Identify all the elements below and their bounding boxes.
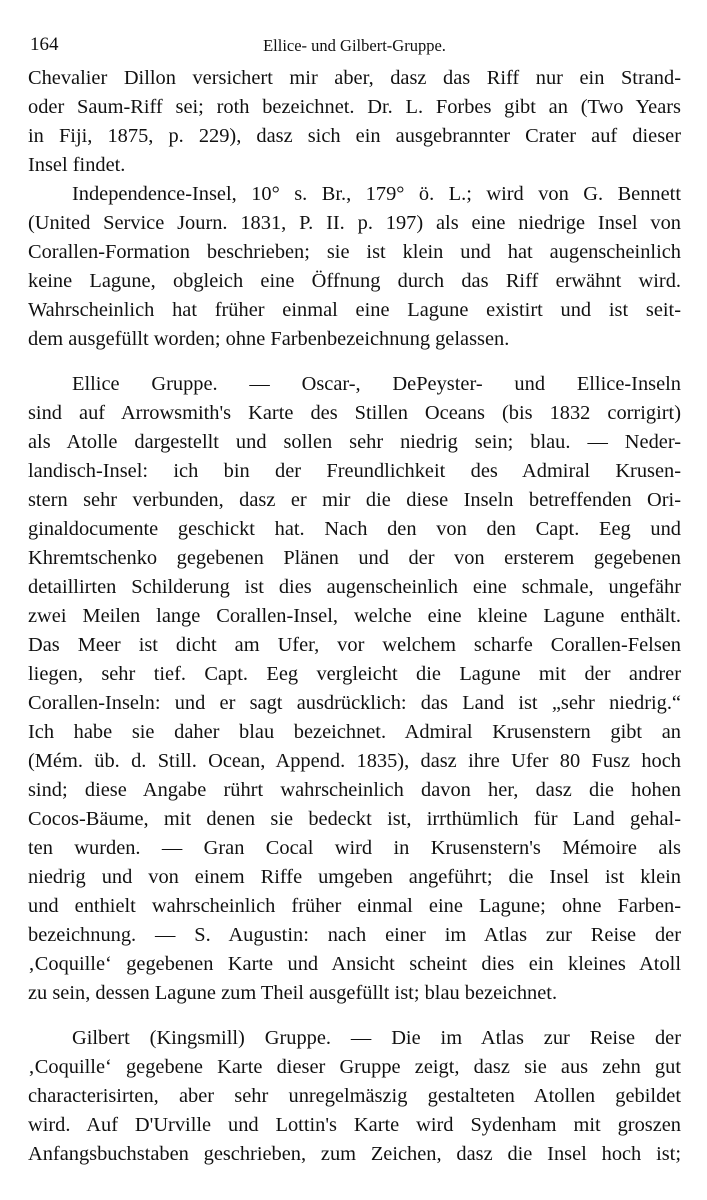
text-line: (Mém. üb. d. Still. Ocean, Append. 1835), dasz ihre Ufer 80 Fusz hoch: [28, 750, 681, 772]
text-line: oder Saum-Riff sei; roth bezeichnet. Dr. L. Forbes gibt an (Two Years: [28, 96, 681, 118]
text-line: stern sehr verbunden, dasz er mir die diese Inseln betreffenden Ori-: [28, 489, 681, 511]
text-line: Ellice Gruppe. — Oscar-, DePeyster- und Ellice-Inseln: [72, 373, 681, 395]
text-line: wird. Auf D'Urville und Lottin's Karte wird Sydenham mit groszen: [28, 1114, 681, 1136]
paragraph: [28, 64, 681, 180]
text-line: dem ausgefüllt worden; ohne Farbenbezeichnung gelassen.: [28, 328, 510, 350]
text-line: Khremtschenko gegebenen Plänen und der von ersterem gegebenen: [28, 547, 681, 569]
text-line: zu sein, dessen Lagune zum Theil ausgefüllt ist; blau bezeichnet.: [28, 982, 558, 1004]
text-line: Wahrscheinlich hat früher einmal eine Lagune existirt und ist seit-: [28, 299, 681, 321]
text-line: characterisirten, aber sehr unregelmäszig gestalteten Atollen gebildet: [28, 1085, 681, 1107]
text-line: Chevalier Dillon versichert mir aber, dasz das Riff nur ein Strand-: [28, 67, 681, 89]
text-line: Gilbert (Kingsmill) Gruppe. — Die im Atlas zur Reise der: [72, 1027, 681, 1049]
text-line: als Atolle dargestellt und sollen sehr niedrig sein; blau. — Neder-: [28, 431, 681, 453]
text-line: Corallen-Formation beschrieben; sie ist klein und hat augenscheinlich: [28, 241, 681, 263]
text-line: niedrig und von einem Riffe umgeben angeführt; die Insel ist klein: [28, 866, 681, 888]
text-line: (United Service Journ. 1831, P. II. p. 197) als eine niedrige Insel von: [28, 212, 681, 234]
page-number: 164: [30, 34, 59, 55]
text-line: ‚Coquille‘ gegebenen Karte und Ansicht scheint dies ein kleines Atoll: [28, 953, 681, 975]
text-line: sind auf Arrowsmith's Karte des Stillen Oceans (bis 1832 corrigirt): [28, 402, 681, 424]
running-head: Ellice- und Gilbert-Gruppe.: [263, 36, 446, 55]
text-line: zwei Meilen lange Corallen-Insel, welche eine kleine Lagune enthält.: [28, 605, 681, 627]
text-line: ‚Coquille‘ gegebene Karte dieser Gruppe zeigt, dasz sie aus zehn gut: [28, 1056, 681, 1078]
text-line: Das Meer ist dicht am Ufer, vor welchem scharfe Corallen-Felsen: [28, 634, 681, 656]
text-line: landisch-Insel: ich bin der Freundlichkeit des Admiral Krusen-: [28, 460, 681, 482]
text-line: detaillirten Schilderung ist dies augenscheinlich eine schmale, ungefähr: [28, 576, 681, 598]
paragraph: [28, 180, 681, 354]
text-line: in Fiji, 1875, p. 229), dasz sich ein ausgebrannter Crater auf dieser: [28, 125, 681, 147]
text-line: bezeichnung. — S. Augustin: nach einer im Atlas zur Reise der: [28, 924, 681, 946]
text-line: liegen, sehr tief. Capt. Eeg vergleicht die Lagune mit der andrer: [28, 663, 681, 685]
text-line: und enthielt wahrscheinlich früher einmal eine Lagune; ohne Farben-: [28, 895, 681, 917]
text-line: Anfangsbuchstaben geschrieben, zum Zeichen, dasz die Insel hoch ist;: [28, 1143, 681, 1165]
text-line: ginaldocumente geschickt hat. Nach den von den Capt. Eeg und: [28, 518, 681, 540]
text-line: Ich habe sie daher blau bezeichnet. Admiral Krusenstern gibt an: [28, 721, 681, 743]
paragraph: [28, 1024, 681, 1169]
text-line: Cocos-Bäume, mit denen sie bedeckt ist, irrthümlich für Land gehal-: [28, 808, 681, 830]
text-line: ten wurden. — Gran Cocal wird in Krusenstern's Mémoire als: [28, 837, 681, 859]
page-header: [28, 28, 681, 64]
text-line: Insel findet.: [28, 154, 126, 176]
paragraph: [28, 370, 681, 1008]
text-line: Independence-Insel, 10° s. Br., 179° ö. L.; wird von G. Bennett: [72, 183, 681, 205]
text-line: Corallen-Inseln: und er sagt ausdrücklich: das Land ist „sehr niedrig.“: [28, 692, 681, 714]
text-line: sind; diese Angabe rührt wahrscheinlich davon her, dasz die hohen: [28, 779, 681, 801]
text-line: keine Lagune, obgleich eine Öffnung durch das Riff erwähnt wird.: [28, 270, 681, 292]
